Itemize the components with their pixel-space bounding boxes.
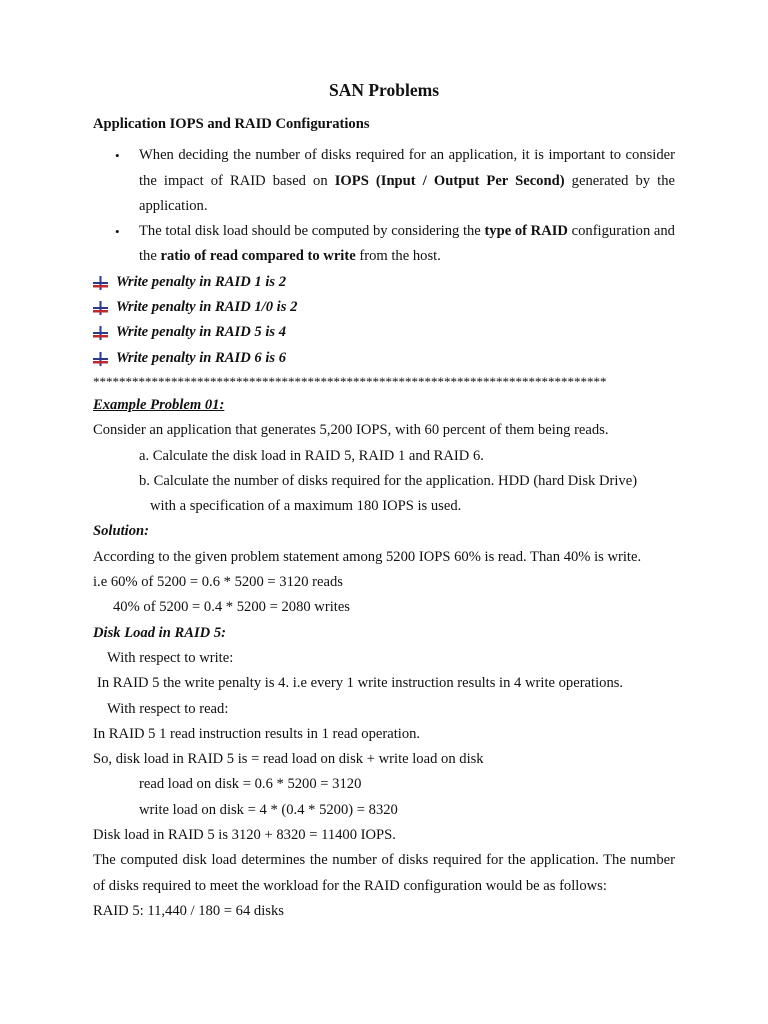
example-heading: Example Problem 01:: [93, 396, 225, 413]
bullet-bold-text: IOPS (Input / Output Per Second): [334, 172, 565, 189]
bullet-dot-icon: •: [115, 224, 120, 240]
section-heading: Application IOPS and RAID Configurations: [93, 116, 370, 132]
raid5-write-penalty: In RAID 5 the write penalty is 4. i.e every 1 write instruction results in 4 write operations.: [97, 675, 624, 692]
cross-arrow-icon: [93, 301, 108, 315]
read-load: read load on disk = 0.6 * 5200 = 3120: [139, 776, 362, 793]
bullet-item: [93, 143, 675, 219]
question-b-line2: with a specification of a maximum 180 IOPS is used.: [150, 498, 462, 515]
reads-calculation: i.e 60% of 5200 = 0.6 * 5200 = 3120 reads: [93, 574, 343, 591]
penalty-item: [93, 270, 675, 295]
bullet-text: When deciding the number of disks required for an application, it is important to consider the impact of RAID based on: [139, 147, 675, 189]
penalty-text: Write penalty in RAID 5 is 4: [116, 324, 287, 341]
penalty-item: [93, 295, 675, 320]
cross-arrow-icon: [93, 276, 108, 290]
raid5-read: In RAID 5 1 read instruction results in 1 read operation.: [93, 725, 421, 742]
bullet-text: The total disk load should be computed by considering the: [139, 223, 485, 240]
page-title: SAN Problems: [328, 80, 440, 100]
problem-statement: Consider an application that generates 5,200 IOPS, with 60 percent of them being reads.: [93, 422, 609, 439]
separator-line: *******************************************************************************: [93, 373, 607, 389]
cross-arrow-icon: [93, 352, 108, 366]
bullet-bold-text: ratio of read compared to write: [160, 248, 356, 265]
bullet-text: configuration and the: [139, 223, 675, 265]
bullet-item: [93, 219, 675, 270]
bullet-list: [93, 143, 675, 269]
raid5-heading: Disk Load in RAID 5:: [93, 624, 226, 641]
cross-arrow-icon: [93, 326, 108, 340]
solution-heading: Solution:: [93, 523, 149, 540]
penalty-text: Write penalty in RAID 6 is 6: [116, 349, 287, 366]
penalty-item: [93, 346, 675, 371]
solution-intro: According to the given problem statement among 5200 IOPS 60% is read. Than 40% is write.: [93, 548, 642, 565]
bullet-text: from the host.: [355, 248, 441, 265]
question-a: a. Calculate the disk load in RAID 5, RAID 1 and RAID 6.: [139, 447, 484, 464]
penalty-item: [93, 320, 675, 345]
writes-calculation: 40% of 5200 = 0.4 * 5200 = 2080 writes: [113, 599, 350, 616]
penalty-text: Write penalty in RAID 1/0 is 2: [116, 299, 298, 316]
computed-paragraph: The computed disk load determines the number of disks required for the application. The number of disks required to meet the workload for the RAID configuration would be as follows:: [93, 852, 675, 894]
write-load: write load on disk = 4 * (0.4 * 5200) = 8320: [139, 801, 398, 818]
disk-load-total: Disk load in RAID 5 is 3120 + 8320 = 11400 IOPS.: [93, 827, 396, 844]
bullet-text: generated by the application.: [139, 172, 675, 214]
bullet-bold-text: type of RAID: [484, 223, 568, 240]
bullet-dot-icon: •: [115, 148, 120, 164]
penalty-text: Write penalty in RAID 1 is 2: [116, 273, 287, 290]
wrt-write-label: With respect to write:: [107, 649, 234, 666]
wrt-read-label: With respect to read:: [107, 700, 229, 717]
disk-load-formula: So, disk load in RAID 5 is = read load on disk + write load on disk: [93, 751, 484, 768]
raid5-disks: RAID 5: 11,440 / 180 = 64 disks: [93, 902, 284, 919]
question-b-line1: b. Calculate the number of disks required for the application. HDD (hard Disk Drive): [139, 472, 638, 489]
